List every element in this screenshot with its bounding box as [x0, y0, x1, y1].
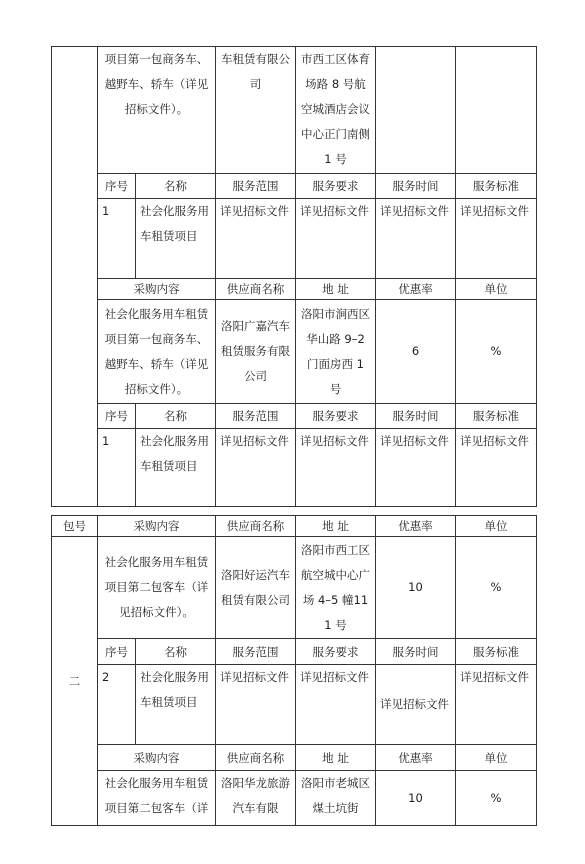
service-header-row: [52, 174, 537, 199]
rate-header: 优惠率: [376, 516, 456, 537]
name-cell: 社会化服务用车租赁项目: [136, 429, 216, 507]
requirement-header: 服务要求: [296, 174, 376, 199]
address-cell: 洛阳市西工区航空城中心广场 4–5 幢111 号: [296, 537, 376, 639]
requirement-cell: 详见招标文件: [296, 665, 376, 745]
rate-cell: [376, 47, 456, 174]
supplier-cell: 洛阳华龙旅游汽车有限: [216, 771, 296, 826]
address-header: 地 址: [296, 279, 376, 300]
name-cell: 社会化服务用车租赁项目: [136, 665, 216, 745]
service-row: [52, 665, 537, 745]
rate-header: 优惠率: [376, 745, 456, 771]
unit-cell: [456, 47, 537, 174]
service-header-row: [52, 404, 537, 429]
standard-cell: 详见招标文件: [456, 199, 537, 279]
content-cell: 项目第一包商务车、越野车、轿车（详见招标文件）。: [98, 47, 216, 174]
seq-header: 序号: [98, 639, 136, 665]
content-header: 采购内容: [98, 279, 216, 300]
service-row: [52, 429, 537, 507]
address-cell: 洛阳市涧西区华山路 9–2 门面房西 1 号: [296, 300, 376, 404]
time-cell: 详见招标文件: [376, 665, 456, 745]
requirement-header: 服务要求: [296, 639, 376, 665]
time-header: 服务时间: [376, 639, 456, 665]
address-cell: 市西工区体育场路 8 号航空城酒店会议中心正门南侧 1 号: [296, 47, 376, 174]
address-header: 地 址: [296, 516, 376, 537]
scope-cell: 详见招标文件: [216, 199, 296, 279]
scope-cell: 详见招标文件: [216, 429, 296, 507]
scope-cell: 详见招标文件: [216, 665, 296, 745]
content-header: 采购内容: [98, 516, 216, 537]
rate-header: 优惠率: [376, 279, 456, 300]
package-two-table: [51, 515, 537, 826]
time-header: 服务时间: [376, 174, 456, 199]
time-header: 服务时间: [376, 404, 456, 429]
standard-header: 服务标准: [456, 639, 537, 665]
service-header-row: [52, 639, 537, 665]
name-cell: 社会化服务用车租赁项目: [136, 199, 216, 279]
supplier-row: [52, 300, 537, 404]
seq-cell: 2: [98, 665, 136, 745]
standard-header: 服务标准: [456, 404, 537, 429]
seq-header: 序号: [98, 404, 136, 429]
package-cell-one: [52, 47, 98, 507]
content-cell: 社会化服务用车租赁项目第一包商务车、越野车、轿车（详见招标文件）。: [98, 300, 216, 404]
supplier-cell: 洛阳好运汽车租赁有限公司: [216, 537, 296, 639]
supplier-header-row: [52, 279, 537, 300]
supplier-header-row: [52, 745, 537, 771]
scope-header: 服务范围: [216, 639, 296, 665]
unit-header: 单位: [456, 279, 537, 300]
supplier-header-row: [52, 516, 537, 537]
supplier-header: 供应商名称: [216, 516, 296, 537]
content-cell: 社会化服务用车租赁项目第二包客车（详: [98, 771, 216, 826]
supplier-header: 供应商名称: [216, 279, 296, 300]
seq-cell: 1: [98, 429, 136, 507]
unit-header: 单位: [456, 745, 537, 771]
content-cell: 社会化服务用车租赁项目第二包客车（详见招标文件）。: [98, 537, 216, 639]
time-cell: 详见招标文件: [376, 199, 456, 279]
name-header: 名称: [136, 174, 216, 199]
rate-cell: 10: [376, 771, 456, 826]
address-cell: 洛阳市老城区煤土坑街: [296, 771, 376, 826]
package-cell-two: 二: [52, 537, 98, 826]
name-header: 名称: [136, 639, 216, 665]
requirement-cell: 详见招标文件: [296, 199, 376, 279]
rate-cell: 6: [376, 300, 456, 404]
standard-cell: 详见招标文件: [456, 665, 537, 745]
rate-cell: 10: [376, 537, 456, 639]
address-header: 地 址: [296, 745, 376, 771]
pkg-no-header: 包号: [52, 516, 98, 537]
supplier-cell: 车租赁有限公司: [216, 47, 296, 174]
content-header: 采购内容: [98, 745, 216, 771]
supplier-cell: 洛阳广嘉汽车租赁服务有限公司: [216, 300, 296, 404]
standard-cell: 详见招标文件: [456, 429, 537, 507]
service-row: [52, 199, 537, 279]
name-header: 名称: [136, 404, 216, 429]
standard-header: 服务标准: [456, 174, 537, 199]
supplier-row: [52, 771, 537, 826]
unit-cell: %: [456, 537, 537, 639]
scope-header: 服务范围: [216, 404, 296, 429]
requirement-header: 服务要求: [296, 404, 376, 429]
requirement-cell: 详见招标文件: [296, 429, 376, 507]
bid-result-table: [51, 46, 537, 507]
time-cell: 详见招标文件: [376, 429, 456, 507]
unit-cell: %: [456, 771, 537, 826]
unit-header: 单位: [456, 516, 537, 537]
table-row: [52, 47, 537, 174]
supplier-row: [52, 537, 537, 639]
seq-cell: 1: [98, 199, 136, 279]
scope-header: 服务范围: [216, 174, 296, 199]
supplier-header: 供应商名称: [216, 745, 296, 771]
unit-cell: %: [456, 300, 537, 404]
seq-header: 序号: [98, 174, 136, 199]
